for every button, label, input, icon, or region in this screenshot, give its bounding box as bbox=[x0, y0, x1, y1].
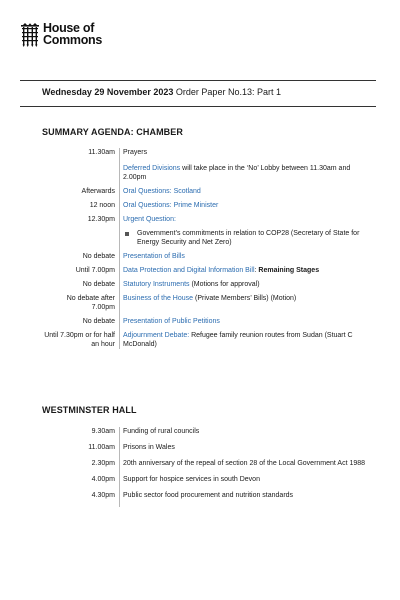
agenda-item-link[interactable]: Statutory Instruments bbox=[123, 281, 190, 288]
agenda-item-text: will take place in the ‘No’ Lobby between 11.30am and 2.00pm bbox=[123, 165, 351, 181]
agenda-item-link[interactable]: Data Protection and Digital Information Bill bbox=[123, 267, 255, 274]
portcullis-icon bbox=[20, 23, 40, 47]
agenda-item bbox=[123, 201, 376, 210]
agenda-item bbox=[123, 148, 376, 157]
agenda-time: No debate bbox=[82, 253, 115, 260]
agenda-row bbox=[42, 331, 376, 349]
agenda-item-link[interactable]: Urgent Question: bbox=[123, 216, 176, 223]
agenda-time: No debate bbox=[82, 281, 115, 288]
agenda-divider bbox=[119, 427, 120, 507]
agenda-item bbox=[123, 252, 376, 261]
agenda-row bbox=[42, 294, 376, 312]
agenda-item-link[interactable]: Oral Questions: Prime Minister bbox=[123, 202, 219, 209]
agenda-time: 11.30am bbox=[88, 149, 115, 156]
agenda-item bbox=[123, 317, 376, 326]
agenda-time: No debate after 7.00pm bbox=[66, 295, 115, 311]
westminster-hall-agenda bbox=[42, 427, 376, 507]
agenda-bullet-text: Government’s commitments in relation to COP28 (Secretary of State for Energy Security and Net Zero) bbox=[137, 230, 360, 246]
agenda-item-link[interactable]: Adjournment Debate: bbox=[123, 332, 190, 339]
agenda-time: 4.00pm bbox=[91, 476, 115, 483]
agenda-item bbox=[123, 331, 376, 349]
agenda-item-text: Prisons in Wales bbox=[123, 444, 175, 451]
agenda-time: Until 7.30pm or for half an hour bbox=[44, 332, 115, 348]
agenda-time: Until 7.00pm bbox=[75, 267, 115, 274]
agenda-bullet bbox=[123, 229, 372, 247]
agenda-item-link[interactable]: Presentation of Public Petitions bbox=[123, 318, 220, 325]
agenda-row bbox=[42, 148, 376, 157]
agenda-item-text: Public sector food procurement and nutrition standards bbox=[123, 492, 294, 499]
agenda-item-text: Funding of rural councils bbox=[123, 428, 200, 435]
agenda-time: 4.30pm bbox=[91, 492, 115, 499]
agenda-item bbox=[123, 164, 376, 182]
agenda-time: Afterwards bbox=[81, 188, 115, 195]
agenda-time: 12 noon bbox=[89, 202, 115, 209]
agenda-item-text: : bbox=[254, 267, 259, 274]
agenda-item-link[interactable]: Deferred Divisions bbox=[123, 165, 181, 172]
agenda-item bbox=[123, 229, 376, 247]
agenda-row bbox=[42, 443, 376, 452]
agenda-divider bbox=[119, 148, 120, 349]
agenda-row bbox=[42, 164, 376, 182]
agenda-item bbox=[123, 266, 376, 275]
order-paper-number: Order Paper No.13: Part 1 bbox=[175, 87, 281, 97]
agenda-item bbox=[123, 187, 376, 196]
agenda-row bbox=[42, 317, 376, 326]
agenda-row bbox=[42, 280, 376, 289]
chamber-heading: SUMMARY AGENDA: CHAMBER bbox=[42, 127, 183, 137]
agenda-row bbox=[42, 491, 376, 500]
header-rule-top bbox=[20, 80, 376, 81]
agenda-time: 12.30pm bbox=[87, 216, 115, 223]
agenda-item bbox=[123, 294, 376, 312]
westminster-hall-heading: WESTMINSTER HALL bbox=[42, 405, 137, 415]
order-paper-title bbox=[42, 87, 281, 97]
agenda-row bbox=[42, 459, 376, 468]
agenda-item-text: Support for hospice services in south Devon bbox=[123, 476, 260, 483]
agenda-row bbox=[42, 266, 376, 275]
agenda-item-link[interactable]: Business of the House bbox=[123, 295, 194, 302]
logo-line-1: House of bbox=[43, 21, 95, 35]
agenda-item-link[interactable]: Presentation of Bills bbox=[123, 253, 185, 260]
agenda-item bbox=[123, 215, 376, 224]
agenda-time: 2.30pm bbox=[91, 460, 115, 467]
agenda-row bbox=[42, 252, 376, 261]
agenda-item-text: Prayers bbox=[123, 149, 148, 156]
logo-text bbox=[43, 22, 102, 46]
chamber-agenda bbox=[42, 148, 376, 349]
agenda-item-text: (Motions for approval) bbox=[189, 281, 260, 288]
agenda-item bbox=[123, 280, 376, 289]
agenda-time: No debate bbox=[82, 318, 115, 325]
agenda-item-stage: Remaining Stages bbox=[258, 267, 320, 274]
agenda-item-text: Refugee family reunion routes from Sudan (Stuart C McDonald) bbox=[123, 332, 353, 348]
order-paper-date: Wednesday 29 November 2023 bbox=[42, 87, 174, 97]
agenda-row bbox=[42, 229, 376, 247]
agenda-time bbox=[42, 164, 123, 182]
agenda-time: 9.30am bbox=[91, 428, 115, 435]
agenda-row bbox=[42, 187, 376, 196]
house-of-commons-logo bbox=[20, 22, 102, 47]
agenda-time bbox=[42, 229, 123, 247]
agenda-time: 11.00am bbox=[88, 444, 115, 451]
agenda-item-text: (Private Members’ Bills) (Motion) bbox=[193, 295, 297, 302]
agenda-item-text: 20th anniversary of the repeal of section 28 of the Local Government Act 1988 bbox=[123, 460, 366, 467]
agenda-row bbox=[42, 201, 376, 210]
agenda-item-link[interactable]: Oral Questions: Scotland bbox=[123, 188, 201, 195]
logo-line-2: Commons bbox=[43, 33, 103, 47]
agenda-row bbox=[42, 475, 376, 484]
agenda-row bbox=[42, 215, 376, 224]
agenda-row bbox=[42, 427, 376, 436]
square-bullet-icon bbox=[125, 232, 129, 236]
header-rule-bottom bbox=[20, 106, 376, 107]
